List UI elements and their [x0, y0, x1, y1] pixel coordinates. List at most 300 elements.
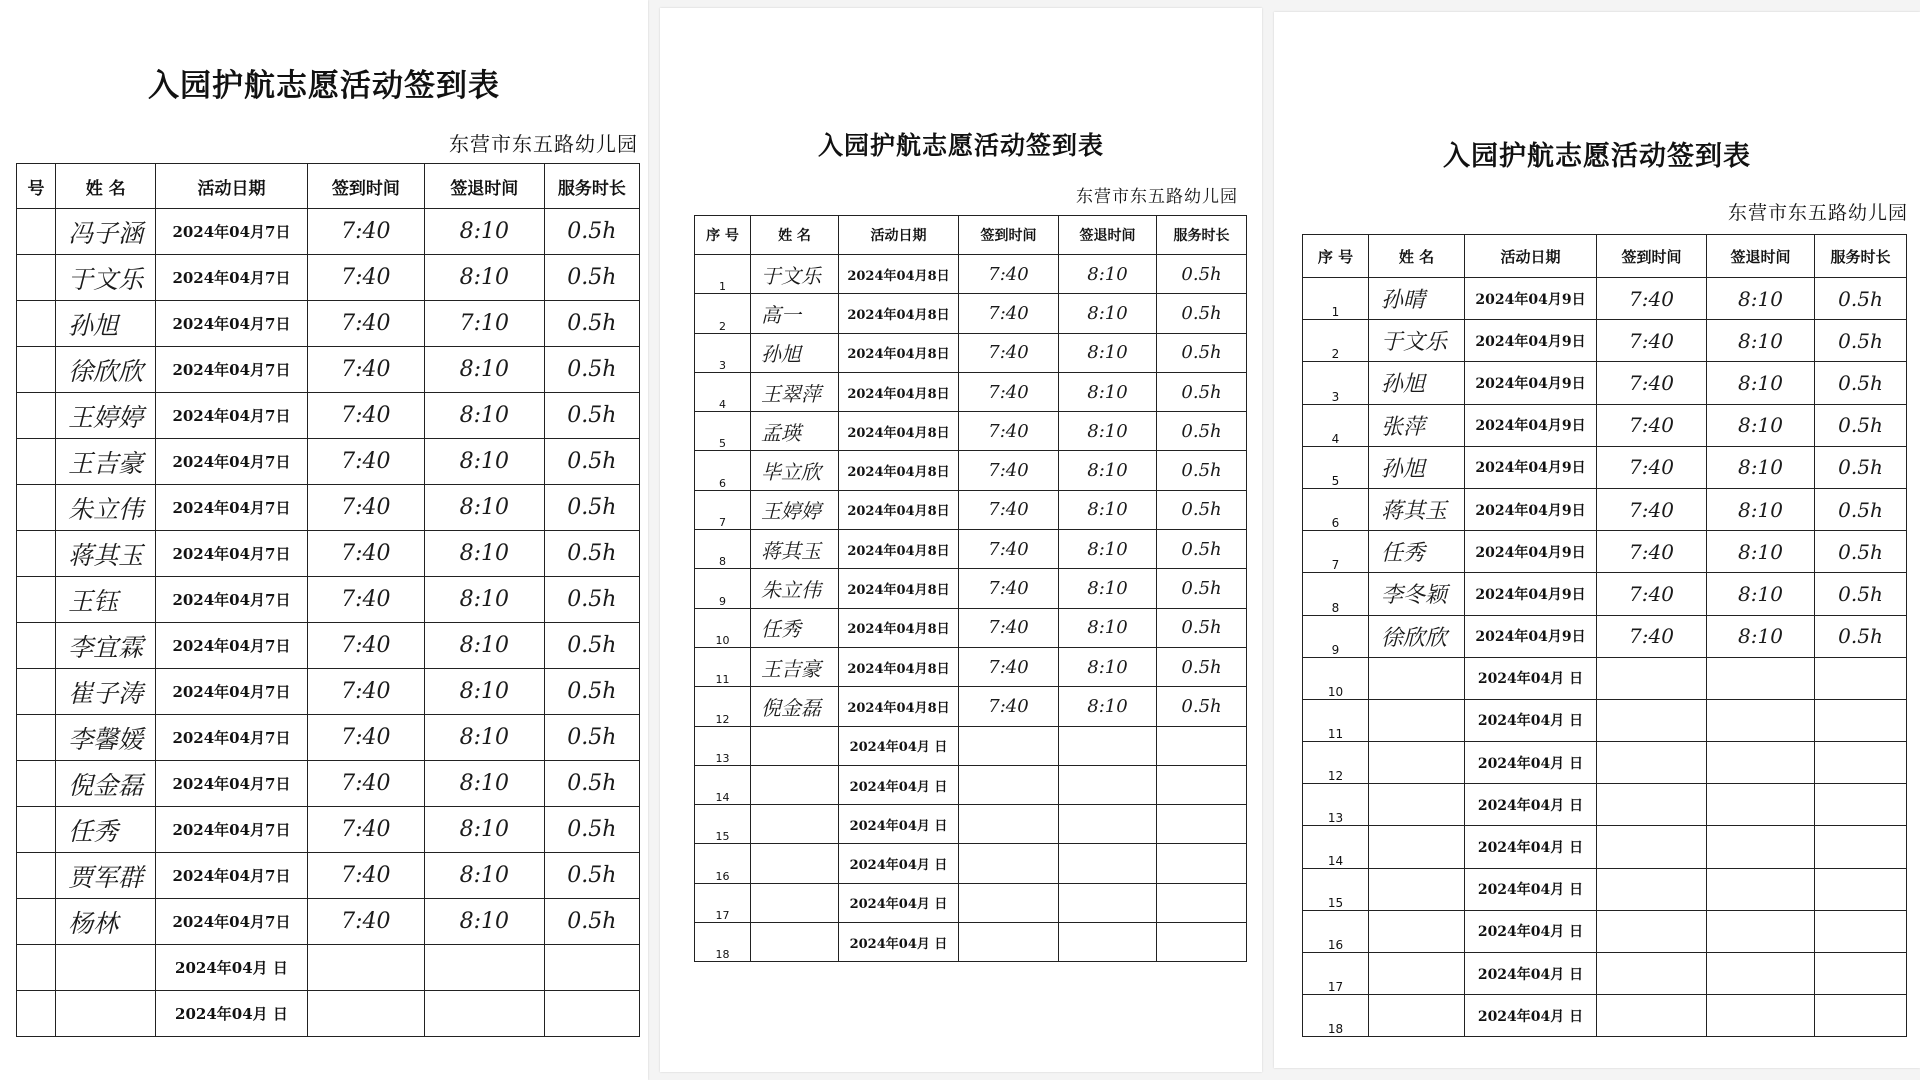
header-seq: 序 号	[695, 216, 751, 255]
row-number	[17, 209, 56, 255]
service-duration: 0.5h	[1157, 372, 1247, 411]
volunteer-signature: 毕立欣	[751, 451, 839, 490]
service-duration: 0.5h	[1815, 573, 1907, 615]
volunteer-signature	[56, 991, 156, 1037]
sign-in-time: 7:40	[307, 899, 424, 945]
sign-in-time: 7:40	[1597, 446, 1707, 488]
sign-in-time: 7:40	[307, 439, 424, 485]
sign-in-time: 7:40	[1597, 404, 1707, 446]
sign-in-time: 7:40	[959, 372, 1059, 411]
activity-date: 2024年04月 日	[1465, 953, 1597, 995]
sign-out-time	[1059, 805, 1157, 844]
service-duration	[1157, 883, 1247, 922]
header-sign-out: 签退时间	[424, 164, 544, 209]
row-number: 13	[1303, 784, 1369, 826]
service-duration: 0.5h	[1815, 404, 1907, 446]
table-row	[695, 765, 1247, 804]
sign-out-time: 8:10	[1707, 278, 1815, 320]
service-duration: 0.5h	[544, 853, 639, 899]
sign-out-time: 8:10	[424, 255, 544, 301]
sign-in-time: 7:40	[307, 393, 424, 439]
header-sign-in: 签到时间	[959, 216, 1059, 255]
header-seq: 序 号	[1303, 235, 1369, 278]
activity-date: 2024年04月7日	[156, 531, 307, 577]
activity-date: 2024年04月9日	[1465, 573, 1597, 615]
row-number	[17, 669, 56, 715]
activity-date: 2024年04月8日	[839, 451, 959, 490]
row-number	[17, 853, 56, 899]
sign-in-time	[1597, 868, 1707, 910]
sign-in-time: 7:40	[1597, 320, 1707, 362]
service-duration: 0.5h	[1157, 333, 1247, 372]
volunteer-signature	[1369, 699, 1465, 741]
sign-out-time: 8:10	[1059, 294, 1157, 333]
organization-name: 东营市东五路幼儿园	[1727, 202, 1908, 224]
row-number: 13	[695, 726, 751, 765]
table-row	[1303, 699, 1907, 741]
sign-in-time: 7:40	[1597, 615, 1707, 657]
activity-date: 2024年04月7日	[156, 807, 307, 853]
service-duration: 0.5h	[544, 623, 639, 669]
row-number: 14	[695, 765, 751, 804]
table-row	[17, 761, 640, 807]
service-duration	[1157, 805, 1247, 844]
sign-out-time: 8:10	[1707, 488, 1815, 530]
table-row	[17, 853, 640, 899]
activity-date: 2024年04月 日	[839, 923, 959, 962]
sign-in-time: 7:40	[307, 577, 424, 623]
row-number: 11	[695, 647, 751, 686]
table-row	[17, 531, 640, 577]
service-duration	[1815, 742, 1907, 784]
sign-out-time	[1707, 699, 1815, 741]
row-number	[17, 347, 56, 393]
sign-in-time	[1597, 953, 1707, 995]
sign-in-time: 7:40	[959, 412, 1059, 451]
sign-out-time	[1707, 784, 1815, 826]
activity-date: 2024年04月7日	[156, 393, 307, 439]
sign-out-time: 8:10	[1059, 412, 1157, 451]
activity-date: 2024年04月 日	[1465, 868, 1597, 910]
volunteer-signature	[1369, 784, 1465, 826]
activity-date: 2024年04月 日	[1465, 784, 1597, 826]
row-number	[17, 485, 56, 531]
volunteer-signature	[1369, 995, 1465, 1037]
sign-in-table	[1302, 234, 1907, 1037]
table-row	[17, 485, 640, 531]
activity-date: 2024年04月 日	[156, 991, 307, 1037]
activity-date: 2024年04月8日	[839, 608, 959, 647]
sign-out-time	[1707, 910, 1815, 952]
volunteer-signature: 孙旭	[1369, 362, 1465, 404]
volunteer-signature: 朱立伟	[56, 485, 156, 531]
sign-out-time: 8:10	[1059, 490, 1157, 529]
table-row	[1303, 320, 1907, 362]
service-duration	[1815, 868, 1907, 910]
table-row	[695, 569, 1247, 608]
row-number	[17, 715, 56, 761]
service-duration: 0.5h	[544, 531, 639, 577]
table-row	[1303, 742, 1907, 784]
row-number: 18	[1303, 995, 1369, 1037]
service-duration: 0.5h	[1815, 278, 1907, 320]
sign-out-time: 7:10	[424, 301, 544, 347]
volunteer-signature: 任秀	[56, 807, 156, 853]
header-row	[695, 216, 1247, 255]
header-name: 姓 名	[751, 216, 839, 255]
row-number: 6	[1303, 488, 1369, 530]
activity-date: 2024年04月7日	[156, 255, 307, 301]
activity-date: 2024年04月8日	[839, 372, 959, 411]
activity-date: 2024年04月 日	[839, 805, 959, 844]
sign-in-time: 7:40	[307, 209, 424, 255]
volunteer-signature: 倪金磊	[56, 761, 156, 807]
sign-in-time	[1597, 784, 1707, 826]
volunteer-signature	[751, 844, 839, 883]
row-number: 16	[695, 844, 751, 883]
table-row	[17, 991, 640, 1037]
service-duration: 0.5h	[544, 347, 639, 393]
sign-out-time: 8:10	[424, 807, 544, 853]
volunteer-signature: 蒋其玉	[56, 531, 156, 577]
volunteer-signature	[1369, 910, 1465, 952]
table-row	[17, 393, 640, 439]
table-row	[17, 255, 640, 301]
volunteer-signature: 孙旭	[56, 301, 156, 347]
volunteer-signature: 王婷婷	[56, 393, 156, 439]
sign-out-time: 8:10	[424, 393, 544, 439]
sign-out-time: 8:10	[424, 899, 544, 945]
header-date: 活动日期	[1465, 235, 1597, 278]
sign-out-time	[1707, 995, 1815, 1037]
service-duration: 0.5h	[1815, 531, 1907, 573]
row-number: 7	[1303, 531, 1369, 573]
volunteer-signature: 孟瑛	[751, 412, 839, 451]
sign-out-time: 8:10	[424, 853, 544, 899]
row-number	[17, 945, 56, 991]
sign-in-time: 7:40	[1597, 573, 1707, 615]
row-number: 11	[1303, 699, 1369, 741]
table-row	[1303, 488, 1907, 530]
volunteer-signature: 王吉豪	[751, 647, 839, 686]
activity-date: 2024年04月 日	[839, 883, 959, 922]
row-number: 10	[695, 608, 751, 647]
sign-out-time: 8:10	[1059, 255, 1157, 294]
activity-date: 2024年04月7日	[156, 761, 307, 807]
sign-in-time	[959, 844, 1059, 883]
sign-out-time: 8:10	[424, 761, 544, 807]
volunteer-signature: 崔子涛	[56, 669, 156, 715]
sheet-title: 入园护航志愿活动签到表	[148, 68, 500, 104]
row-number: 2	[1303, 320, 1369, 362]
sign-in-time	[1597, 910, 1707, 952]
row-number	[17, 439, 56, 485]
service-duration: 0.5h	[544, 715, 639, 761]
table-row	[1303, 573, 1907, 615]
sign-in-time: 7:40	[1597, 488, 1707, 530]
header-duration: 服务时长	[1157, 216, 1247, 255]
activity-date: 2024年04月9日	[1465, 446, 1597, 488]
activity-date: 2024年04月8日	[839, 490, 959, 529]
service-duration: 0.5h	[544, 485, 639, 531]
sign-out-time: 8:10	[424, 623, 544, 669]
table-row	[17, 669, 640, 715]
table-row	[1303, 278, 1907, 320]
service-duration: 0.5h	[1815, 615, 1907, 657]
sign-out-time: 8:10	[1059, 451, 1157, 490]
table-row	[17, 899, 640, 945]
table-row	[695, 883, 1247, 922]
row-number: 8	[1303, 573, 1369, 615]
table-row	[695, 490, 1247, 529]
service-duration	[1815, 953, 1907, 995]
table-row	[1303, 615, 1907, 657]
sign-in-time	[959, 923, 1059, 962]
table-row	[695, 687, 1247, 726]
activity-date: 2024年04月8日	[839, 294, 959, 333]
volunteer-signature: 王吉豪	[56, 439, 156, 485]
service-duration: 0.5h	[1815, 446, 1907, 488]
service-duration	[544, 945, 639, 991]
volunteer-signature: 孙晴	[1369, 278, 1465, 320]
sign-out-time	[1059, 726, 1157, 765]
row-number: 17	[1303, 953, 1369, 995]
volunteer-signature	[1369, 826, 1465, 868]
header-duration: 服务时长	[544, 164, 639, 209]
sign-in-time: 7:40	[307, 255, 424, 301]
service-duration	[1815, 910, 1907, 952]
sign-in-time: 7:40	[959, 490, 1059, 529]
row-number: 3	[1303, 362, 1369, 404]
sign-in-time: 7:40	[959, 687, 1059, 726]
sign-in-time	[1597, 699, 1707, 741]
table-row	[695, 412, 1247, 451]
sign-out-time: 8:10	[424, 209, 544, 255]
service-duration: 0.5h	[544, 393, 639, 439]
sign-out-time: 8:10	[424, 439, 544, 485]
row-number: 16	[1303, 910, 1369, 952]
activity-date: 2024年04月 日	[1465, 699, 1597, 741]
row-number: 5	[695, 412, 751, 451]
sign-out-time: 8:10	[1707, 362, 1815, 404]
service-duration	[1815, 699, 1907, 741]
sign-in-time	[307, 991, 424, 1037]
activity-date: 2024年04月9日	[1465, 615, 1597, 657]
table-row	[695, 608, 1247, 647]
header-sign-in: 签到时间	[1597, 235, 1707, 278]
header-seq: 号	[17, 164, 56, 209]
service-duration: 0.5h	[544, 577, 639, 623]
header-date: 活动日期	[156, 164, 307, 209]
sign-in-time: 7:40	[307, 669, 424, 715]
volunteer-signature	[751, 805, 839, 844]
table-row	[17, 209, 640, 255]
service-duration	[1815, 784, 1907, 826]
sign-in-time: 7:40	[959, 647, 1059, 686]
row-number: 14	[1303, 826, 1369, 868]
service-duration	[1157, 844, 1247, 883]
service-duration: 0.5h	[1157, 294, 1247, 333]
activity-date: 2024年04月7日	[156, 577, 307, 623]
table-row	[1303, 868, 1907, 910]
table-row	[17, 439, 640, 485]
sheet-title: 入园护航志愿活动签到表	[817, 131, 1104, 160]
activity-date: 2024年04月8日	[839, 412, 959, 451]
activity-date: 2024年04月9日	[1465, 531, 1597, 573]
service-duration: 0.5h	[1157, 490, 1247, 529]
sign-in-sheet-2	[660, 8, 1262, 1072]
table-row	[695, 647, 1247, 686]
sign-out-time: 8:10	[424, 531, 544, 577]
row-number	[17, 623, 56, 669]
table-row	[1303, 404, 1907, 446]
volunteer-signature: 朱立伟	[751, 569, 839, 608]
sign-out-time: 8:10	[1707, 404, 1815, 446]
sign-out-time: 8:10	[424, 347, 544, 393]
header-date: 活动日期	[839, 216, 959, 255]
volunteer-signature: 张萍	[1369, 404, 1465, 446]
sign-out-time	[1707, 953, 1815, 995]
header-row	[1303, 235, 1907, 278]
volunteer-signature: 李宜霖	[56, 623, 156, 669]
sign-in-table	[16, 163, 640, 1037]
volunteer-signature	[56, 945, 156, 991]
row-number: 9	[695, 569, 751, 608]
row-number	[17, 807, 56, 853]
sign-in-time	[1597, 657, 1707, 699]
activity-date: 2024年04月7日	[156, 623, 307, 669]
volunteer-signature: 杨林	[56, 899, 156, 945]
volunteer-signature: 冯子涵	[56, 209, 156, 255]
volunteer-signature	[751, 883, 839, 922]
volunteer-signature: 徐欣欣	[1369, 615, 1465, 657]
volunteer-signature: 任秀	[751, 608, 839, 647]
volunteer-signature: 蒋其玉	[751, 530, 839, 569]
service-duration	[1157, 726, 1247, 765]
row-number: 15	[695, 805, 751, 844]
sign-out-time: 8:10	[1707, 320, 1815, 362]
row-number: 10	[1303, 657, 1369, 699]
row-number	[17, 531, 56, 577]
sign-out-time: 8:10	[424, 669, 544, 715]
sign-out-time	[1707, 657, 1815, 699]
sign-out-time: 8:10	[1059, 608, 1157, 647]
row-number: 6	[695, 451, 751, 490]
table-row	[1303, 826, 1907, 868]
sign-in-time: 7:40	[959, 451, 1059, 490]
sign-in-time	[1597, 742, 1707, 784]
table-row	[17, 301, 640, 347]
sign-in-time: 7:40	[307, 807, 424, 853]
activity-date: 2024年04月8日	[839, 569, 959, 608]
sign-in-time: 7:40	[307, 623, 424, 669]
row-number: 5	[1303, 446, 1369, 488]
activity-date: 2024年04月 日	[156, 945, 307, 991]
table-row	[1303, 531, 1907, 573]
activity-date: 2024年04月 日	[1465, 995, 1597, 1037]
sign-in-time: 7:40	[307, 301, 424, 347]
table-row	[17, 623, 640, 669]
row-number	[17, 301, 56, 347]
table-row	[17, 577, 640, 623]
activity-date: 2024年04月7日	[156, 209, 307, 255]
activity-date: 2024年04月 日	[839, 765, 959, 804]
row-number: 4	[695, 372, 751, 411]
table-row	[1303, 446, 1907, 488]
sign-out-time: 8:10	[1707, 531, 1815, 573]
volunteer-signature	[1369, 657, 1465, 699]
volunteer-signature	[1369, 868, 1465, 910]
volunteer-signature: 贾军群	[56, 853, 156, 899]
row-number	[17, 899, 56, 945]
sign-in-time: 7:40	[307, 485, 424, 531]
sign-in-time: 7:40	[307, 761, 424, 807]
row-number: 8	[695, 530, 751, 569]
service-duration: 0.5h	[544, 899, 639, 945]
sign-out-time: 8:10	[1059, 687, 1157, 726]
service-duration: 0.5h	[544, 439, 639, 485]
activity-date: 2024年04月9日	[1465, 320, 1597, 362]
volunteer-signature	[751, 726, 839, 765]
sign-out-time: 8:10	[424, 485, 544, 531]
row-number: 12	[695, 687, 751, 726]
service-duration: 0.5h	[1157, 608, 1247, 647]
table-row	[1303, 362, 1907, 404]
service-duration: 0.5h	[1157, 687, 1247, 726]
sign-in-time: 7:40	[959, 530, 1059, 569]
organization-name: 东营市东五路幼儿园	[1076, 187, 1238, 207]
row-number: 4	[1303, 404, 1369, 446]
volunteer-signature: 李馨媛	[56, 715, 156, 761]
sign-out-time	[424, 945, 544, 991]
volunteer-signature	[1369, 953, 1465, 995]
row-number: 12	[1303, 742, 1369, 784]
service-duration: 0.5h	[544, 209, 639, 255]
activity-date: 2024年04月 日	[1465, 910, 1597, 952]
service-duration: 0.5h	[1157, 412, 1247, 451]
sign-out-time: 8:10	[1059, 333, 1157, 372]
sign-out-time	[1059, 923, 1157, 962]
row-number: 1	[695, 255, 751, 294]
header-sign-out: 签退时间	[1707, 235, 1815, 278]
sign-in-time	[959, 805, 1059, 844]
sign-out-time: 8:10	[1707, 446, 1815, 488]
sign-out-time: 8:10	[1059, 530, 1157, 569]
service-duration: 0.5h	[1157, 451, 1247, 490]
activity-date: 2024年04月7日	[156, 301, 307, 347]
volunteer-signature: 王翠萍	[751, 372, 839, 411]
table-row	[695, 255, 1247, 294]
activity-date: 2024年04月8日	[839, 687, 959, 726]
row-number: 7	[695, 490, 751, 529]
service-duration	[1815, 657, 1907, 699]
activity-date: 2024年04月8日	[839, 647, 959, 686]
table-row	[1303, 910, 1907, 952]
row-number	[17, 393, 56, 439]
service-duration	[1157, 765, 1247, 804]
activity-date: 2024年04月8日	[839, 333, 959, 372]
sign-in-time: 7:40	[307, 347, 424, 393]
volunteer-signature: 蒋其玉	[1369, 488, 1465, 530]
activity-date: 2024年04月7日	[156, 347, 307, 393]
header-duration: 服务时长	[1815, 235, 1907, 278]
service-duration	[544, 991, 639, 1037]
activity-date: 2024年04月7日	[156, 715, 307, 761]
header-row	[17, 164, 640, 209]
activity-date: 2024年04月9日	[1465, 362, 1597, 404]
volunteer-signature: 孙旭	[1369, 446, 1465, 488]
sign-in-time: 7:40	[959, 255, 1059, 294]
